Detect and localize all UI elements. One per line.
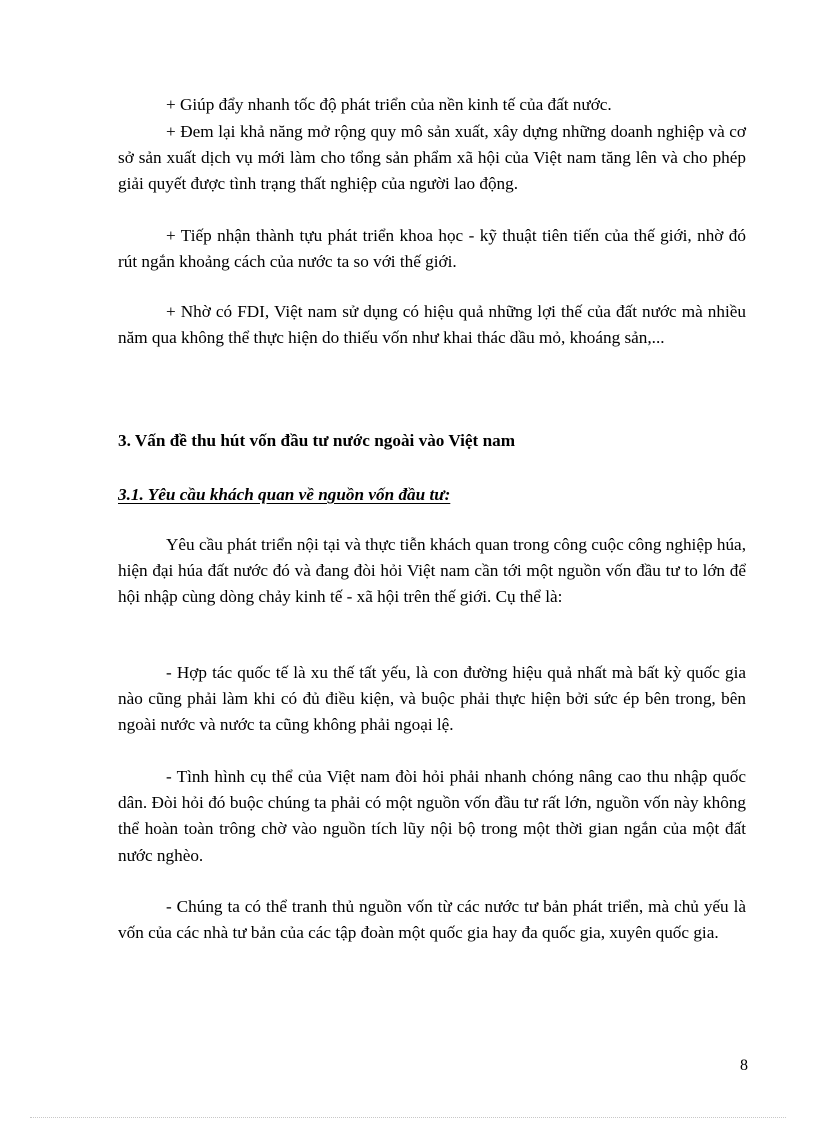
paragraph-international-cooperation: - Hợp tác quốc tế là xu thế tất yếu, là con đường hiệu quả nhất mà bất kỳ quốc gia nào cũng phải làm khi có đủ điều kiện, và buộc phải thực hiện bởi sức ép bên trong, bên ngoài nước và nước ta cũng không phải ngoại lệ. bbox=[118, 663, 746, 735]
paragraph-benefit-growth: + Giúp đẩy nhanh tốc độ phát triển của nền kinh tế của đất nước. bbox=[166, 95, 612, 114]
paragraph-benefit-production: + Đem lại khả năng mở rộng quy mô sản xuất, xây dựng những doanh nghiệp và cơ sở sản xuất dịch vụ mới làm cho tổng sản phẩm xã hội của Việt nam tăng lên và cho phép giải quyết được tình trạng thất nghiệp của người lao động. bbox=[118, 122, 746, 194]
paragraph-objective-requirement: Yêu cầu phát triển nội tại và thực tiễn khách quan trong công cuộc công nghiệp húa, hiện đại húa đất nước đó và đang đòi hỏi Việt nam cần tới một nguồn vốn đầu tư to lớn để hội nhập cùng dòng chảy kinh tế - xã hội trên thế giới. Cụ thể là: bbox=[118, 535, 746, 607]
paragraph-benefit-technology: + Tiếp nhận thành tựu phát triển khoa học - kỹ thuật tiên tiến của thế giới, nhờ đó rút ngắn khoảng cách của nước ta so với thế giới. bbox=[118, 226, 746, 272]
page-bottom-divider bbox=[30, 1117, 786, 1118]
paragraph-capital-sources: - Chúng ta có thể tranh thủ nguồn vốn từ các nước tư bản phát triển, mà chủ yếu là vốn của các nhà tư bản của các tập đoàn một quốc gia hay đa quốc gia, xuyên quốc gia. bbox=[118, 897, 746, 943]
paragraph-benefit-fdi: + Nhờ có FDI, Việt nam sử dụng có hiệu quả những lợi thế của đất nước mà nhiều năm qua không thể thực hiện do thiếu vốn như khai thác dầu mỏ, khoáng sản,... bbox=[118, 302, 746, 348]
subsection-heading-wrapper bbox=[118, 482, 746, 508]
subsection-heading: 3.1. Yêu cầu khách quan về nguồn vốn đầu tư: bbox=[118, 485, 451, 504]
paragraph-national-income: - Tình hình cụ thể của Việt nam đòi hỏi phải nhanh chóng nâng cao thu nhập quốc dân. Đòi hỏi đó buộc chúng ta phải có một nguồn vốn đầu tư rất lớn, nguồn vốn này không thể hoàn toàn trông chờ vào nguồn tích lũy nội bộ trong một thời gian ngắn của một đất nước nghèo. bbox=[118, 767, 746, 865]
page-number: 8 bbox=[740, 1057, 748, 1074]
section-heading: 3. Vấn đề thu hút vốn đầu tư nước ngoài vào Việt nam bbox=[118, 431, 516, 450]
